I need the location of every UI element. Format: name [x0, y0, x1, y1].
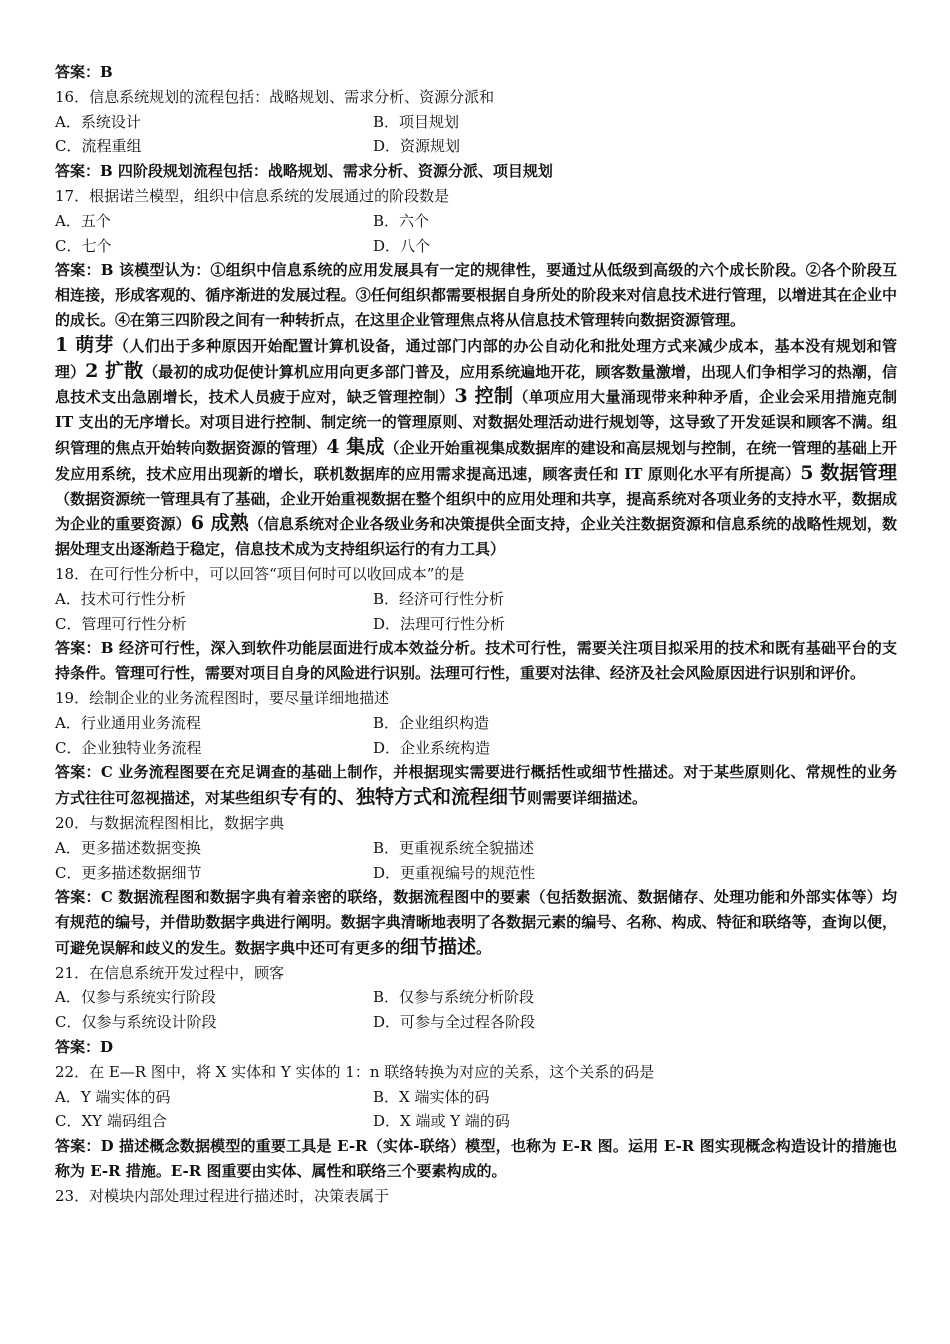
- stage5-desc: （数据资源统一管理具有了基础，企业开始重视数据在整个组织中的应用处理和共享，提高系统对各项业务的支持水平，数据成为企业的重要资源）: [55, 489, 897, 534]
- q18-options-row2: [55, 612, 897, 637]
- q18-options-row1: [55, 587, 897, 612]
- q16-option-b: B．项目规划: [373, 112, 460, 131]
- q17-options-row2: [55, 234, 897, 259]
- q16-question: 16．信息系统规划的流程包括：战略规划、需求分析、资源分派和: [55, 87, 495, 106]
- stage6-desc: （信息系统对企业各级业务和决策提供全面支持，企业关注数据资源和信息系统的战略性规划，数据处理支出逐渐趋于稳定，信息技术成为支持组织运行的有力工具）: [55, 515, 897, 559]
- q18-answer: 答案：B 经济可行性，深入到软件功能层面进行成本效益分析。技术可行性，需要关注项目拟采用的技术和既有基础平台的支持条件。管理可行性，需要对项目自身的风险进行识别。法理可行性，重要对法律、经济及社会风险原因进行识别和评价。: [55, 639, 897, 683]
- q18-question: 18．在可行性分析中，可以回答“项目何时可以收回成本”的是: [55, 564, 465, 583]
- q16-options-row1: [55, 110, 897, 135]
- q18-option-b: B．经济可行性分析: [373, 589, 505, 608]
- q22-option-a: A．Y 端实体的码: [55, 1087, 171, 1106]
- q20-option-a: A．更多描述数据变换: [55, 838, 201, 857]
- q21-option-a: A．仅参与系统实行阶段: [55, 988, 216, 1007]
- q19-answer-end: 则需要详细描述。: [527, 789, 648, 808]
- q18-option-d: D．法理可行性分析: [373, 614, 506, 633]
- q21-options-row2: [55, 1010, 897, 1035]
- q19-options-row1: [55, 711, 897, 736]
- q20-answer-text: 答案：C 数据流程图和数据字典有着亲密的联络，数据流程图中的要素（包括数据流、数据储存、处理功能和外部实体等）均有规范的编号，并借助数据字典进行阐明。数据字典清晰地表明了各数据元素的编号、名称、构成、特征和联络等，查询以便，可避免误解和歧义的发生。数据字典中还可有更多的: [55, 888, 897, 957]
- q17-stages: [55, 333, 897, 562]
- stage6-title: 6 成熟: [190, 512, 249, 535]
- q19-option-a: A．行业通用业务流程: [55, 713, 201, 732]
- stage1-title: 1 萌芽: [55, 333, 114, 356]
- q17-answer: 答案：B 该模型认为：①组织中信息系统的应用发展具有一定的规律性，要通过从低级到高级的六个成长阶段。②各个阶段互相连接，形成客观的、循序渐进的发展过程。③任何组织都需要根据自身所处的阶段来对信息技术进行管理，以增进其在企业中的成长。④在第三四阶段之间有一种转折点，在这里企业管理焦点将从信息技术管理转向数据资源管理。: [55, 261, 897, 329]
- q22-answer: 答案：D 描述概念数据模型的重要工具是 E-R（实体-联络）模型，也称为 E-R 图。运用 E-R 图实现概念构造设计的措施也称为 E-R 措施。E-R 图重要由实体、属性和联络三个要素构成的。: [55, 1137, 897, 1181]
- q20-option-c: C．更多描述数据细节: [55, 863, 202, 882]
- q17-options-row1: [55, 209, 897, 234]
- document-page: [55, 60, 897, 1209]
- q19-option-d: D．企业系统构造: [373, 738, 491, 757]
- q19-answer-text: 答案：C 业务流程图要在充足调查的基础上制作，并根据现实需要进行概括性或细节性描述。对于某些原则化、常规性的业务方式往往可忽视描述，对某些组织: [55, 763, 897, 808]
- q23-question: 23．对模块内部处理过程进行描述时，决策表属于: [55, 1186, 390, 1205]
- q16-option-c: C．流程重组: [55, 137, 142, 156]
- q22-options-row2: [55, 1109, 897, 1134]
- q16-option-d: D．资源规划: [373, 137, 461, 156]
- stage4-desc: （企业开始重视集成数据库的建设和高层规划与控制，在统一管理的基础上开发应用系统，技术应用出现新的增长，联机数据库的应用需求提高迅速，顾客责任和 IT 原则化水平有所提高）: [55, 438, 897, 483]
- q22-question: 22．在 E—R 图中，将 X 实体和 Y 实体的 1：n 联络转换为对应的关系，这个关系的码是: [55, 1062, 655, 1081]
- q22-options-row1: [55, 1085, 897, 1110]
- stage5-title: 5 数据管理: [800, 461, 897, 484]
- q22-option-b: B．X 端实体的码: [373, 1087, 490, 1106]
- q20-question: 20．与数据流程图相比，数据字典: [55, 813, 285, 832]
- q19-option-b: B．企业组织构造: [373, 713, 490, 732]
- q17-option-d: D．八个: [373, 236, 431, 255]
- q18-option-a: A．技术可行性分析: [55, 589, 186, 608]
- q17-option-b: B．六个: [373, 211, 430, 230]
- q21-option-b: B．仅参与系统分析阶段: [373, 988, 535, 1007]
- q16-answer: 答案：B 四阶段规划流程包括：战略规划、需求分析、资源分派、项目规划: [55, 162, 553, 181]
- q19-options-row2: [55, 736, 897, 761]
- q21-question: 21．在信息系统开发过程中，顾客: [55, 963, 285, 982]
- q20-answer: [55, 885, 897, 960]
- q17-option-a: A．五个: [55, 211, 111, 230]
- stage3-title: 3 控制: [454, 385, 514, 408]
- q22-option-c: C．XY 端码组合: [55, 1112, 167, 1131]
- q20-option-d: D．更重视编号的规范性: [373, 863, 536, 882]
- q16-option-a: A．系统设计: [55, 112, 141, 131]
- q20-answer-end: 。: [476, 938, 492, 957]
- q20-option-b: B．更重视系统全貌描述: [373, 838, 535, 857]
- stage3-desc: （单项应用大量涌现带来种种矛盾，企业会采用措施克制 IT 支出的无序增长。对项目进行控制、制定统一的管理原则、对数据处理活动进行规划等，这导致了开发延误和顾客不满。组织管理的焦点开始转向数据资源的管理）: [55, 388, 897, 457]
- q17-option-c: C．七个: [55, 236, 112, 255]
- q20-answer-emphasis: 细节描述: [400, 935, 477, 958]
- q20-options-row2: [55, 861, 897, 886]
- q19-option-c: C．企业独特业务流程: [55, 738, 202, 757]
- q19-answer-emphasis: 专有的、独特方式和流程细节: [280, 786, 528, 809]
- stage1-desc: （人们出于多种原因开始配置计算机设备，通过部门内部的办公自动化和批处理方式来减少成本，基本没有规划和管理）: [55, 336, 897, 381]
- q19-answer: [55, 760, 897, 811]
- q22-option-d: D．X 端或 Y 端的码: [373, 1112, 510, 1131]
- q21-option-d: D．可参与全过程各阶段: [373, 1013, 536, 1032]
- q19-question: 19．绘制企业的业务流程图时，要尽量详细地描述: [55, 688, 390, 707]
- stage4-title: 4 集成: [326, 435, 385, 458]
- q18-option-c: C．管理可行性分析: [55, 614, 187, 633]
- q21-answer: 答案：D: [55, 1038, 114, 1057]
- q20-options-row1: [55, 836, 897, 861]
- q21-options-row1: [55, 985, 897, 1010]
- q16-options-row2: [55, 134, 897, 159]
- q21-option-c: C．仅参与系统设计阶段: [55, 1013, 217, 1032]
- stage2-title: 2 扩散: [85, 359, 144, 382]
- q17-question: 17．根据诺兰模型，组织中信息系统的发展通过的阶段数是: [55, 186, 450, 205]
- q15-answer: 答案：B: [55, 63, 113, 81]
- stage2-desc: （最初的成功促使计算机应用向更多部门普及，应用系统遍地开花，顾客数量激增，出现人们争相学习的热潮，信息技术支出急剧增长，技术人员疲于应对，缺乏管理控制）: [55, 362, 897, 407]
